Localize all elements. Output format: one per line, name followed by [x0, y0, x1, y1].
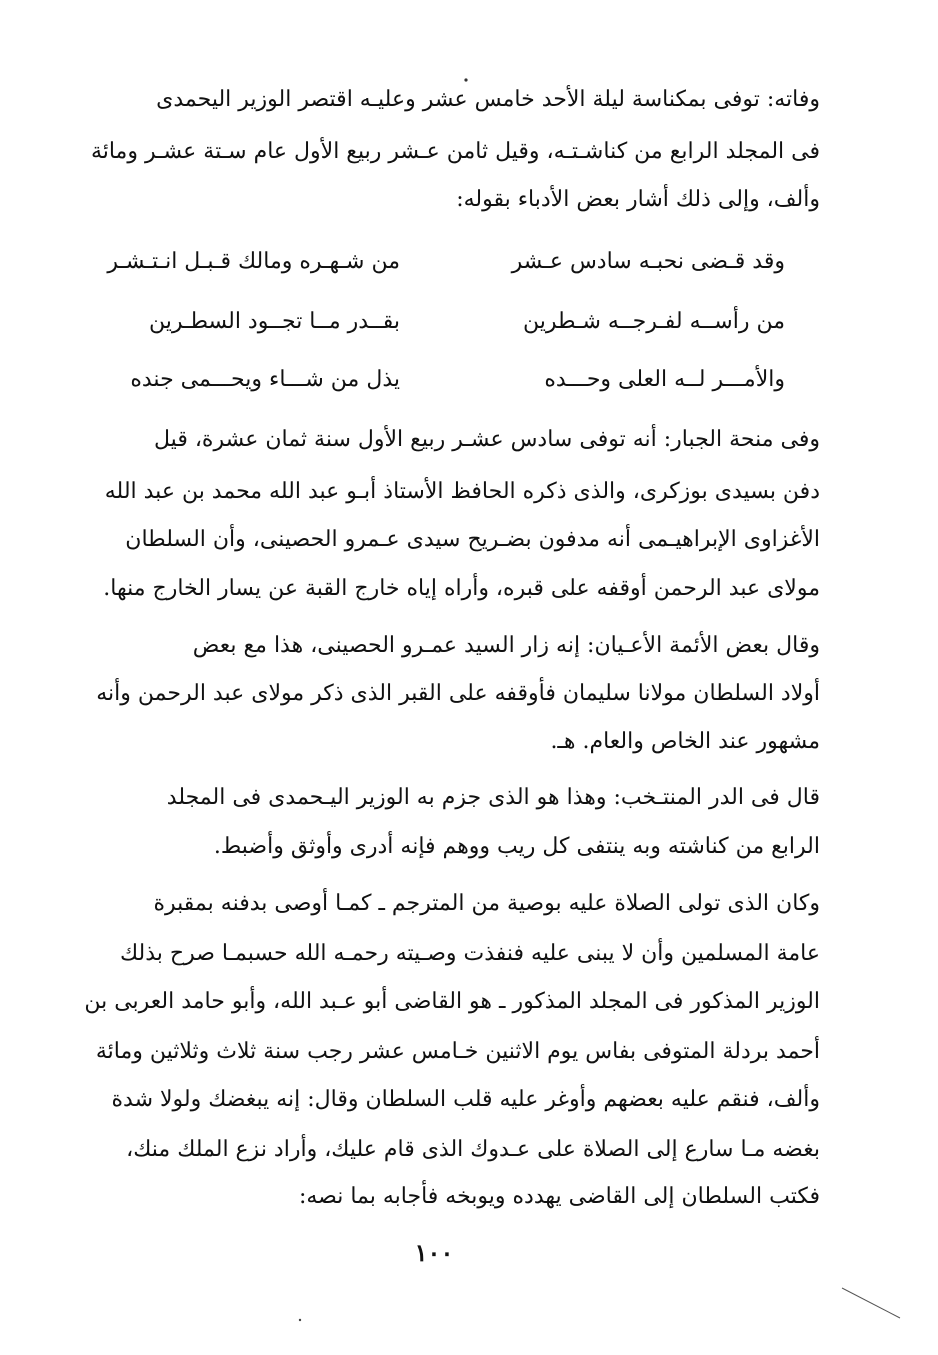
paragraph-2-line-2: دفن بسيدى بوزكرى، والذى ذكره الحافظ الأستاذ أبـو عبد الله محمد بن عبد الله: [104, 479, 820, 504]
poem-verse-1-first-hemistich: وقد قـضى نحبـه سادس عـشر: [511, 249, 785, 274]
paragraph-5-line-2: عامة المسلمين وأن لا يبنى عليه فنفذت وصـيته رحمـه الله حسبمـا صرح بذلك: [119, 941, 820, 966]
paragraph-5-line-7: فكتب السلطان إلى القاضى يهدده ويوبخه فأجابه بما نصه:: [298, 1184, 820, 1209]
paragraph-5-line-5: وألف، فنقم عليه بعضهم وأوغر عليه قلب السلطان وقال: إنه يبغضك ولولا شدة: [111, 1087, 820, 1112]
paragraph-5-line-1: وكان الذى تولى الصلاة عليه بوصية من المترجم ـ كمـا أوصى بدفنه بمقبرة: [153, 891, 820, 916]
paragraph-4-line-1: قال فى الدر المنتـخب: وهذا هو الذى جزم به الوزير اليـحمدى فى المجلد: [166, 785, 820, 810]
poem-verse-3-first-hemistich: والأمـــر لــه العلى وحـــده: [544, 367, 785, 392]
paragraph-1-line-3: وألف، وإلى ذلك أشار بعض الأدباء بقوله:: [456, 187, 820, 212]
page-number: ١٠٠: [414, 1238, 454, 1267]
paragraph-1-line-2: فى المجلد الرابع من كناشـتـه، وقيل ثامن عـشر ربيع الأول عام سـتة عشـر ومائة: [90, 139, 820, 164]
paragraph-1-line-1: وفاته: توفى بمكناسة ليلة الأحد خامس عشر وعليـه اقتصر الوزير اليحمدى: [156, 87, 820, 112]
poem-verse-1-second-hemistich: من شـهـره ومالك قـبـل انـتـشـر: [107, 249, 400, 274]
paragraph-5-line-4: أحمد بردلة المتوفى بفاس يوم الاثنين خـامس عشر رجب سنة ثلاث وثلاثين ومائة: [95, 1039, 820, 1064]
scan-speck: [464, 78, 467, 81]
scan-scratch-line: [842, 1288, 900, 1318]
paragraph-5-line-3: الوزير المذكور فى المجلد المذكور ـ هو القاضى أبو عـبد الله، وأبو حامد العربى بن: [84, 989, 820, 1014]
paragraph-3-line-2: أولاد السلطان مولانا سليمان فأوقفه على القبر الذى ذكر مولاى عبد الرحمن وأنه: [96, 681, 820, 706]
paragraph-2-line-3: الأغزاوى الإبراهيـمى أنه مدفون بضـريح سيدى عـمرو الحصينى، وأن السلطان: [125, 527, 820, 552]
paragraph-2-line-1: وفى منحة الجبار: أنه توفى سادس عشـر ربيع الأول سنة ثمان عشرة، قيل: [154, 427, 820, 452]
paragraph-4-line-2: الرابع من كناشته وبه ينتفى كل ريب ووهم فإنه أدرى وأوثق وأضبط.: [213, 834, 820, 859]
paragraph-3-line-3: مشهور عند الخاص والعام. هـ.: [550, 729, 820, 754]
paragraph-5-line-6: بغضه مـا سارع إلى الصلاة على عـدوك الذى قام عليك، وأراد نزع الملك منك،: [126, 1137, 820, 1162]
poem-verse-3-second-hemistich: يذل من شـــاء ويحـــمى جنده: [130, 367, 400, 392]
poem-verse-2-first-hemistich: من رأســه لفـرجــه شـطرين: [522, 309, 785, 334]
scan-speck: [299, 1319, 301, 1321]
paragraph-2-line-4: مولاى عبد الرحمن أوقفه على قبره، وأراه إياه خارج القبة عن يسار الخارج منها.: [103, 576, 820, 601]
paragraph-3-line-1: وقال بعض الأئمة الأعـيان: إنه زار السيد عمـرو الحصينى، هذا مع بعض: [192, 633, 820, 658]
poem-verse-2-second-hemistich: بقــدر مــا تجــود السطـرين: [149, 309, 400, 334]
